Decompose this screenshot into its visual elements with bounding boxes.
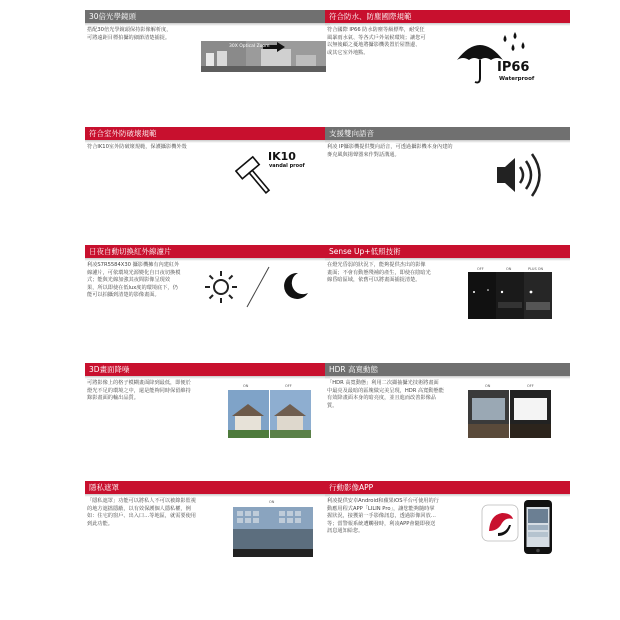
vandal-proof-label: vandal proof (269, 163, 305, 169)
label-on: ON (506, 267, 512, 271)
night-photo-plus-on (524, 272, 552, 319)
ik10-badge: IK10 (268, 150, 296, 163)
card-body: 利凌 IP攝影機提供雙向語音，可透過攝影機本身內建的 麥克風與揚聲器來作對話溝通。 (327, 144, 453, 158)
house-photo-off (270, 390, 311, 438)
hdr-photo-off (510, 390, 551, 438)
card-title: 3D畫面降噪 (85, 363, 330, 376)
ip66-badge: IP66 (497, 60, 530, 75)
card-title: Sense Up+低照技術 (325, 245, 570, 258)
label-on: ON (485, 384, 491, 388)
card-two-way-audio (325, 127, 570, 222)
night-photo-off (468, 272, 496, 319)
card-body: 利凌提供安卓Android和蘋果iOS平台可使用的行 動應用程式APP「LILIN Pro」，讓您能夠隨時掌 握狀況，接獲第一手影像訊息，透過影像回放… 等；當警報系統遭觸發時，利凌APP會隨即發送 訊息通知給您。 (327, 498, 439, 535)
card-3d-denoise (85, 363, 330, 458)
moon-icon (280, 271, 310, 305)
label-off: OFF (527, 384, 534, 388)
card-sense-up (325, 245, 570, 340)
card-optical-zoom (85, 10, 330, 105)
waterproof-label: Waterproof (499, 76, 535, 82)
zoom-image (201, 41, 326, 72)
card-title: 行動影像APP (325, 481, 570, 494)
app-logo-icon (480, 503, 520, 547)
card-mobile-app (325, 481, 570, 576)
hdr-photo-on (468, 390, 509, 438)
card-body: 可將影像上的格子模糊畫面降到最低，即便於 燈光不足的環境之中，還是能夠同時保留維持 錄影畫面的輸出品質。 (87, 380, 191, 402)
card-day-night (85, 245, 330, 340)
card-title: HDR 高寬動態 (325, 363, 570, 376)
label-on: ON (243, 384, 249, 388)
card-body: 搭配30倍光學鏡頭保持影像解析度， 可將遠距目標拍攝的細節清楚捕捉。 (87, 27, 172, 41)
card-hdr (325, 363, 570, 458)
label-on: ON (269, 500, 275, 504)
label-off: OFF (285, 384, 292, 388)
smartphone-icon (523, 499, 553, 559)
card-body: 在燈光昏弱的狀況下，能夠提供杰出的影像 畫面；不會有動態殘補的產生，即使在陰暗光 線昏暗區域，依舊可以將畫面捕捉清楚。 (327, 262, 431, 284)
card-body: 符合IK10室外防破壞規範，保護攝影機外殼 (87, 144, 187, 150)
card-title: 符合防水、防塵國際規範 (325, 10, 570, 23)
card-body: 利凌S7R5584X30 攝影機擁有內建紅外 線濾片，可依環境光源變化自日夜切換模 式；能與光線加強其夜間影像呈現效 果，所以即使在低lux度的環境底下，仍 能可以拍攝到清楚的影像畫面。 (87, 262, 181, 299)
sun-icon (203, 269, 239, 309)
card-body: 「隱私遮罩」功能可以將私人不可以被錄影監視 的地方遮擋隱蔽，以有效保護個人隱私權，例 如：住宅的窗戶、出入口…等地區，就需要使用 到此功能。 (87, 498, 196, 527)
card-title: 支援雙向語音 (325, 127, 570, 140)
card-title: 30倍光學鏡頭 (85, 10, 330, 23)
card-vandal-proof (85, 127, 330, 222)
speaker-icon (495, 149, 555, 205)
card-body: 符合國際 IP66 防水防塵等級標準，耐受狂 風暴雨水氣、等各式戶外氣候環境；讓您可 以無後顧之憂地將攝影機裝置於屋簷邊、 或其它室外地點。 (327, 27, 426, 56)
card-title: 符合室外防破壞規範 (85, 127, 330, 140)
card-privacy-mask (85, 481, 330, 576)
card-waterproof (325, 10, 570, 105)
card-title: 隱私遮罩 (85, 481, 330, 494)
divider-slash-icon (245, 265, 271, 313)
privacy-mask-photo (233, 507, 313, 557)
card-title: 日夜自動切換紅外線濾片 (85, 245, 330, 258)
house-photo-on (228, 390, 269, 438)
zoom-overlay-text: 30X Optical Zoom (229, 44, 270, 49)
label-off: OFF (477, 267, 484, 271)
night-photo-on (496, 272, 524, 319)
card-body: 「HDR 高寬動態」利用二次擷抽攝光技術將畫面 中最亮及最暗的區塊做完美呈現，HDR 高寬動態能 有效降畫面本身的暗亮度，並且進而改善影像品 質。 (327, 380, 444, 409)
label-plus-on: PLUS ON (528, 267, 544, 271)
